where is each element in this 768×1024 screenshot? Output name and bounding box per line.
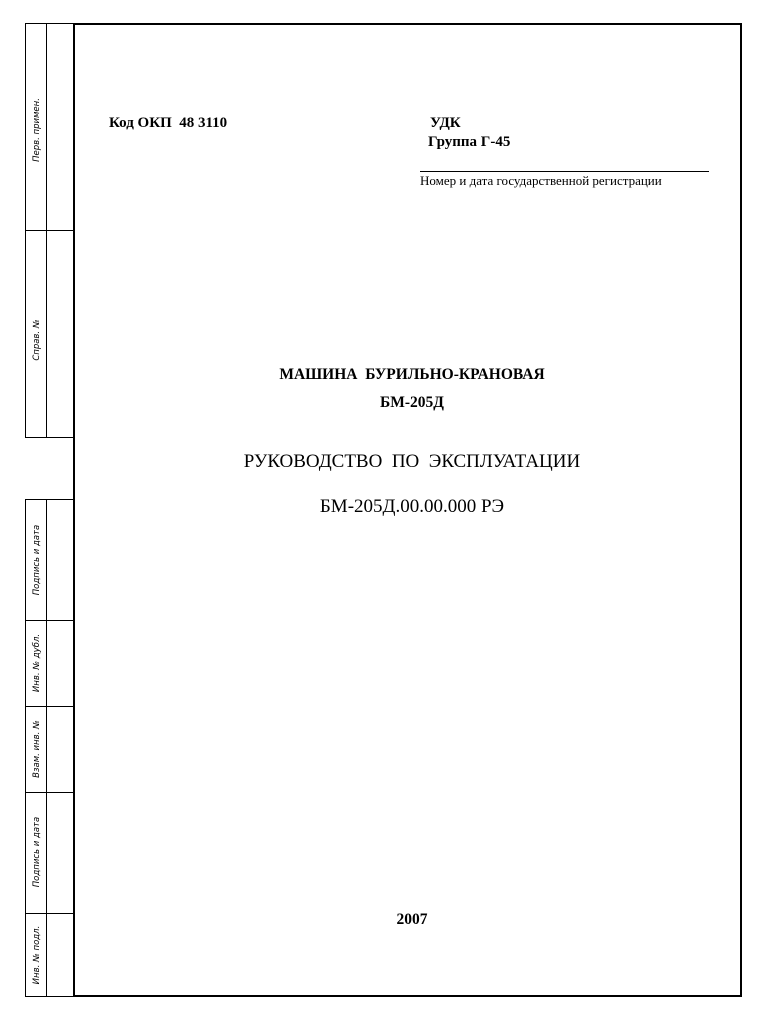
document-year: 2007 [396, 911, 428, 928]
side-stamp-upper-row-divider [25, 230, 74, 231]
side-label-text: Справ. № [32, 319, 42, 361]
side-label-text: Перв. примен. [32, 98, 42, 162]
machine-title: МАШИНА БУРИЛЬНО-КРАНОВАЯ [279, 366, 545, 383]
side-label-text: Взам. инв. № [32, 720, 42, 778]
side-label-text: Подпись и дата [32, 816, 42, 888]
machine-model: БМ-205Д [380, 394, 444, 411]
side-stamp-row-divider [25, 706, 74, 707]
document-code: БМ-205Д.00.00.000 РЭ [319, 496, 505, 517]
side-label-text: Инв. № подл. [32, 925, 42, 985]
group-label: Группа Г-45 [428, 134, 511, 150]
side-label-text: Инв. № дубл. [32, 633, 42, 693]
registration-caption: Номер и дата государственной регистрации [420, 173, 662, 188]
side-stamp-row-divider [25, 792, 74, 793]
udk-label: УДК [430, 115, 461, 131]
document-type: РУКОВОДСТВО ПО ЭКСПЛУАТАЦИИ [243, 451, 581, 472]
side-label-text: Подпись и дата [32, 524, 42, 596]
okp-code: Код ОКП 48 3110 [109, 115, 228, 131]
registration-line [420, 171, 709, 172]
side-stamp-row-divider [25, 620, 74, 621]
